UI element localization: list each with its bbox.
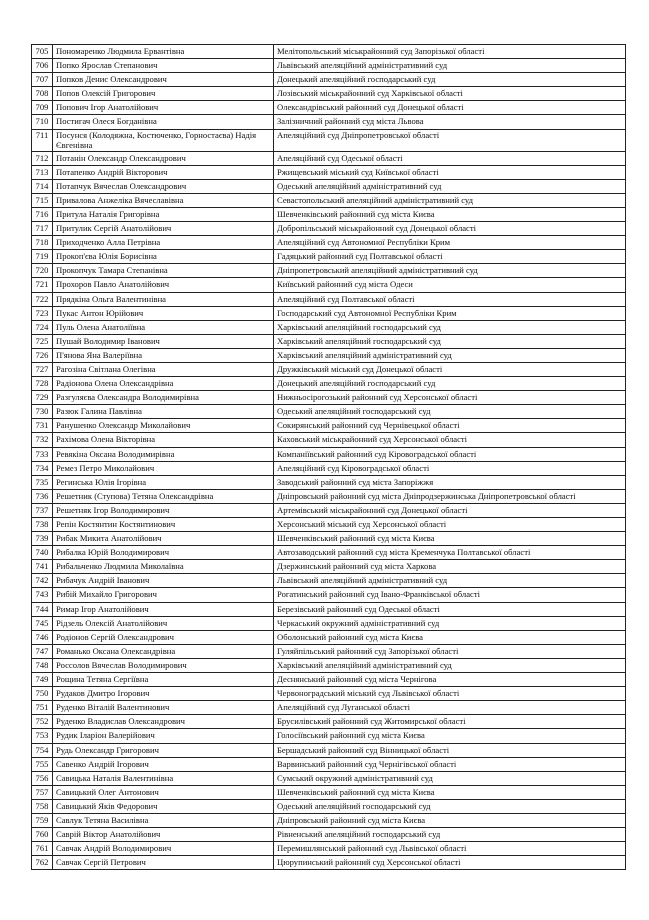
row-number: 751 bbox=[32, 701, 53, 715]
row-number: 744 bbox=[32, 602, 53, 616]
court-name: Варвинський районний суд Чернігівської області bbox=[274, 757, 626, 771]
court-name: Компаніївський районний суд Кіровоградської області bbox=[274, 447, 626, 461]
person-name: Римар Ігор Анатолійович bbox=[53, 602, 274, 616]
person-name: Родіонов Сергій Олександрович bbox=[53, 630, 274, 644]
person-name: Рахімова Олена Вікторівна bbox=[53, 433, 274, 447]
table-body bbox=[32, 45, 626, 870]
court-name: Львівський апеляційний адміністративний суд bbox=[274, 59, 626, 73]
person-name: Потапенко Андрій Вікторович bbox=[53, 165, 274, 179]
court-name: Рівненський апеляційний господарський суд bbox=[274, 828, 626, 842]
row-number: 714 bbox=[32, 179, 53, 193]
table-row bbox=[32, 377, 626, 391]
court-name: Дружківський міський суд Донецької області bbox=[274, 362, 626, 376]
court-name: Донецький апеляційний господарський суд bbox=[274, 73, 626, 87]
table-row bbox=[32, 602, 626, 616]
court-name: Добропільський міськрайонний суд Донецької області bbox=[274, 222, 626, 236]
row-number: 760 bbox=[32, 828, 53, 842]
row-number: 740 bbox=[32, 546, 53, 560]
table-row bbox=[32, 729, 626, 743]
table-row bbox=[32, 546, 626, 560]
row-number: 757 bbox=[32, 785, 53, 799]
court-name: Сумський окружний адміністративний суд bbox=[274, 771, 626, 785]
person-name: Савчак Сергій Петрович bbox=[53, 856, 274, 870]
person-name: Прохоров Павло Анатолійович bbox=[53, 278, 274, 292]
row-number: 736 bbox=[32, 489, 53, 503]
person-name: Рагозіна Світлана Олегівна bbox=[53, 362, 274, 376]
court-name: Ржищевський міський суд Київської області bbox=[274, 165, 626, 179]
row-number: 738 bbox=[32, 518, 53, 532]
row-number: 710 bbox=[32, 115, 53, 129]
row-number: 762 bbox=[32, 856, 53, 870]
person-name: Саврій Віктор Анатолійович bbox=[53, 828, 274, 842]
court-name: Нижньосірогозький районний суд Херсонської області bbox=[274, 391, 626, 405]
row-number: 753 bbox=[32, 729, 53, 743]
row-number: 756 bbox=[32, 771, 53, 785]
row-number: 745 bbox=[32, 616, 53, 630]
court-name: Шевченківський районний суд міста Києва bbox=[274, 532, 626, 546]
table-row bbox=[32, 813, 626, 827]
court-name: Херсонський міський суд Херсонської області bbox=[274, 518, 626, 532]
person-name: П'янова Яна Валеріївна bbox=[53, 348, 274, 362]
table-row bbox=[32, 771, 626, 785]
person-name: Рудаков Дмитро Ігорович bbox=[53, 687, 274, 701]
table-row bbox=[32, 630, 626, 644]
row-number: 723 bbox=[32, 306, 53, 320]
court-name: Харківський апеляційний господарський суд bbox=[274, 320, 626, 334]
person-name: Попко Ярослав Степанович bbox=[53, 59, 274, 73]
row-number: 758 bbox=[32, 799, 53, 813]
table-row bbox=[32, 207, 626, 221]
table-row bbox=[32, 489, 626, 503]
person-name: Рибак Микита Анатолійович bbox=[53, 532, 274, 546]
table-row bbox=[32, 856, 626, 870]
court-name: Шевченківський районний суд міста Києва bbox=[274, 207, 626, 221]
table-row bbox=[32, 503, 626, 517]
row-number: 749 bbox=[32, 673, 53, 687]
table-row bbox=[32, 179, 626, 193]
court-name: Черкаський окружний адміністративний суд bbox=[274, 616, 626, 630]
person-name: Савицький Яків Федорович bbox=[53, 799, 274, 813]
court-name: Апеляційний суд Полтавської області bbox=[274, 292, 626, 306]
court-name: Заводський районний суд міста Запоріжжя bbox=[274, 475, 626, 489]
person-name: Рідзель Олексій Анатолійович bbox=[53, 616, 274, 630]
row-number: 725 bbox=[32, 334, 53, 348]
person-name: Ранушенко Олександр Миколайович bbox=[53, 419, 274, 433]
person-name: Разюк Галина Павлівна bbox=[53, 405, 274, 419]
court-name: Деснянський районний суд міста Чернігова bbox=[274, 673, 626, 687]
court-name: Донецький апеляційний господарський суд bbox=[274, 377, 626, 391]
row-number: 726 bbox=[32, 348, 53, 362]
table-row bbox=[32, 87, 626, 101]
court-name: Лозівський міськрайонний суд Харківської області bbox=[274, 87, 626, 101]
row-number: 705 bbox=[32, 45, 53, 59]
row-number: 715 bbox=[32, 193, 53, 207]
table-row bbox=[32, 292, 626, 306]
row-number: 739 bbox=[32, 532, 53, 546]
table-row bbox=[32, 73, 626, 87]
table-row bbox=[32, 59, 626, 73]
court-name: Харківський апеляційний адміністративний суд bbox=[274, 348, 626, 362]
court-name: Одеський апеляційний адміністративний суд bbox=[274, 179, 626, 193]
table-row bbox=[32, 715, 626, 729]
court-name: Дніпропетровський апеляційний адміністративний суд bbox=[274, 264, 626, 278]
person-name: Решетник (Ступова) Тетяна Олександрівна bbox=[53, 489, 274, 503]
table-row bbox=[32, 518, 626, 532]
court-name: Березівський районний суд Одеської області bbox=[274, 602, 626, 616]
court-name: Одеський апеляційний господарський суд bbox=[274, 799, 626, 813]
table-row bbox=[32, 616, 626, 630]
court-name: Львівський апеляційний адміністративний суд bbox=[274, 574, 626, 588]
person-name: Савицький Олег Антонович bbox=[53, 785, 274, 799]
person-name: Савчак Андрій Володимирович bbox=[53, 842, 274, 856]
table-row bbox=[32, 461, 626, 475]
court-name: Каховський міськрайонний суд Херсонської області bbox=[274, 433, 626, 447]
table-row bbox=[32, 532, 626, 546]
court-name: Одеський апеляційний господарський суд bbox=[274, 405, 626, 419]
table-row bbox=[32, 433, 626, 447]
person-name: Регинська Юлія Ігорівна bbox=[53, 475, 274, 489]
table-row bbox=[32, 236, 626, 250]
person-name: Притула Наталія Григорівна bbox=[53, 207, 274, 221]
row-number: 735 bbox=[32, 475, 53, 489]
court-name: Харківський апеляційний адміністративний суд bbox=[274, 658, 626, 672]
court-name: Господарський суд Автономної Республіки Крим bbox=[274, 306, 626, 320]
person-name: Пукас Антон Юрійович bbox=[53, 306, 274, 320]
table-row bbox=[32, 129, 626, 151]
table-row bbox=[32, 115, 626, 129]
row-number: 752 bbox=[32, 715, 53, 729]
court-name: Цюрупинський районний суд Херсонської області bbox=[274, 856, 626, 870]
table-row bbox=[32, 574, 626, 588]
court-name: Апеляційний суд Дніпропетровської області bbox=[274, 129, 626, 151]
person-name: Рибачук Андрій Іванович bbox=[53, 574, 274, 588]
person-name: Потапчук Вячеслав Олександрович bbox=[53, 179, 274, 193]
table-row bbox=[32, 658, 626, 672]
row-number: 730 bbox=[32, 405, 53, 419]
court-name: Апеляційний суд Луганської області bbox=[274, 701, 626, 715]
table-row bbox=[32, 45, 626, 59]
table-row bbox=[32, 101, 626, 115]
person-name: Попков Денис Олександрович bbox=[53, 73, 274, 87]
person-name: Ревякіна Оксана Володимирівна bbox=[53, 447, 274, 461]
table-row bbox=[32, 447, 626, 461]
row-number: 737 bbox=[32, 503, 53, 517]
court-name: Апеляційний суд Автономної Республіки Крим bbox=[274, 236, 626, 250]
judges-table bbox=[31, 44, 626, 870]
court-name: Оболонський районний суд міста Києва bbox=[274, 630, 626, 644]
table-row bbox=[32, 165, 626, 179]
row-number: 732 bbox=[32, 433, 53, 447]
table-row bbox=[32, 687, 626, 701]
row-number: 748 bbox=[32, 658, 53, 672]
table-row bbox=[32, 334, 626, 348]
court-name: Бершадський районний суд Вінницької області bbox=[274, 743, 626, 757]
court-name: Київський районний суд міста Одеси bbox=[274, 278, 626, 292]
court-name: Апеляційний суд Кіровоградської області bbox=[274, 461, 626, 475]
table-row bbox=[32, 222, 626, 236]
person-name: Савенко Андрій Ігорович bbox=[53, 757, 274, 771]
person-name: Посунся (Колодяжна, Костюченко, Горностаєва) Надія Євгенівна bbox=[53, 129, 274, 151]
person-name: Савлук Тетяна Василівна bbox=[53, 813, 274, 827]
table-row bbox=[32, 757, 626, 771]
person-name: Россолов Вячеслав Володимирович bbox=[53, 658, 274, 672]
court-name: Артемівський міськрайонний суд Донецької області bbox=[274, 503, 626, 517]
court-name: Червоноградський міський суд Львівської області bbox=[274, 687, 626, 701]
row-number: 759 bbox=[32, 813, 53, 827]
person-name: Пономаренко Людмила Ервантівна bbox=[53, 45, 274, 59]
person-name: Прядкіна Ольга Валентинівна bbox=[53, 292, 274, 306]
table-row bbox=[32, 419, 626, 433]
table-row bbox=[32, 362, 626, 376]
row-number: 706 bbox=[32, 59, 53, 73]
person-name: Рудик Іларіон Валерійович bbox=[53, 729, 274, 743]
person-name: Рибій Михайло Григорович bbox=[53, 588, 274, 602]
row-number: 761 bbox=[32, 842, 53, 856]
person-name: Прокопчук Тамара Степанівна bbox=[53, 264, 274, 278]
person-name: Попович Ігор Анатолійович bbox=[53, 101, 274, 115]
row-number: 718 bbox=[32, 236, 53, 250]
row-number: 742 bbox=[32, 574, 53, 588]
document-page bbox=[31, 44, 625, 870]
row-number: 733 bbox=[32, 447, 53, 461]
table-row bbox=[32, 799, 626, 813]
row-number: 731 bbox=[32, 419, 53, 433]
person-name: Приходченко Алла Петрівна bbox=[53, 236, 274, 250]
court-name: Дніпровський районний суд міста Дніпродзержинська Дніпропетровської області bbox=[274, 489, 626, 503]
table-row bbox=[32, 475, 626, 489]
table-row bbox=[32, 405, 626, 419]
row-number: 720 bbox=[32, 264, 53, 278]
person-name: Руденко Владислав Олександрович bbox=[53, 715, 274, 729]
row-number: 719 bbox=[32, 250, 53, 264]
row-number: 746 bbox=[32, 630, 53, 644]
court-name: Рогатинський районний суд Івано-Франківської області bbox=[274, 588, 626, 602]
row-number: 721 bbox=[32, 278, 53, 292]
row-number: 729 bbox=[32, 391, 53, 405]
table-row bbox=[32, 320, 626, 334]
row-number: 728 bbox=[32, 377, 53, 391]
person-name: Савицька Наталія Валентинівна bbox=[53, 771, 274, 785]
table-row bbox=[32, 193, 626, 207]
table-row bbox=[32, 306, 626, 320]
person-name: Руденко Віталій Валентинович bbox=[53, 701, 274, 715]
court-name: Автозаводський районний суд міста Кременчука Полтавської області bbox=[274, 546, 626, 560]
table-row bbox=[32, 151, 626, 165]
person-name: Радіонова Олена Олександрівна bbox=[53, 377, 274, 391]
table-row bbox=[32, 828, 626, 842]
table-row bbox=[32, 278, 626, 292]
court-name: Дніпровський районний суд міста Києва bbox=[274, 813, 626, 827]
person-name: Пуль Олена Анатоліївна bbox=[53, 320, 274, 334]
row-number: 707 bbox=[32, 73, 53, 87]
table-row bbox=[32, 842, 626, 856]
row-number: 716 bbox=[32, 207, 53, 221]
row-number: 712 bbox=[32, 151, 53, 165]
court-name: Брусилівський районний суд Житомирської області bbox=[274, 715, 626, 729]
table-row bbox=[32, 701, 626, 715]
row-number: 743 bbox=[32, 588, 53, 602]
court-name: Дзержинський районний суд міста Харкова bbox=[274, 560, 626, 574]
court-name: Голосіївський районний суд міста Києва bbox=[274, 729, 626, 743]
row-number: 713 bbox=[32, 165, 53, 179]
person-name: Ремез Петро Миколайович bbox=[53, 461, 274, 475]
row-number: 754 bbox=[32, 743, 53, 757]
person-name: Романько Оксана Олександрівна bbox=[53, 644, 274, 658]
table-row bbox=[32, 743, 626, 757]
row-number: 755 bbox=[32, 757, 53, 771]
court-name: Олександрівський районний суд Донецької області bbox=[274, 101, 626, 115]
court-name: Гуляйпільський районний суд Запорізької області bbox=[274, 644, 626, 658]
row-number: 727 bbox=[32, 362, 53, 376]
table-row bbox=[32, 673, 626, 687]
row-number: 724 bbox=[32, 320, 53, 334]
row-number: 708 bbox=[32, 87, 53, 101]
court-name: Гадяцький районний суд Полтавської області bbox=[274, 250, 626, 264]
person-name: Постигач Олеся Богданівна bbox=[53, 115, 274, 129]
row-number: 711 bbox=[32, 129, 53, 151]
court-name: Сокирянський районний суд Чернівецької області bbox=[274, 419, 626, 433]
table-row bbox=[32, 391, 626, 405]
row-number: 709 bbox=[32, 101, 53, 115]
person-name: Притулик Сергій Анатолійович bbox=[53, 222, 274, 236]
table-row bbox=[32, 348, 626, 362]
person-name: Рибалка Юрій Володимирович bbox=[53, 546, 274, 560]
court-name: Мелітопольський міськрайонний суд Запорізької області bbox=[274, 45, 626, 59]
table-row bbox=[32, 560, 626, 574]
table-row bbox=[32, 250, 626, 264]
person-name: Пушай Володимир Іванович bbox=[53, 334, 274, 348]
person-name: Рудь Олександр Григорович bbox=[53, 743, 274, 757]
row-number: 741 bbox=[32, 560, 53, 574]
row-number: 734 bbox=[32, 461, 53, 475]
table-row bbox=[32, 644, 626, 658]
person-name: Разгуляєва Олександра Володимирівна bbox=[53, 391, 274, 405]
court-name: Перемишлянський районний суд Львівської області bbox=[274, 842, 626, 856]
row-number: 750 bbox=[32, 687, 53, 701]
person-name: Решетняк Ігор Володимирович bbox=[53, 503, 274, 517]
person-name: Привалова Анжеліка Вячеславівна bbox=[53, 193, 274, 207]
person-name: Рибальченко Людмила Миколаївна bbox=[53, 560, 274, 574]
person-name: Прокоп'єва Юлія Борисівна bbox=[53, 250, 274, 264]
row-number: 717 bbox=[32, 222, 53, 236]
person-name: Попов Олексій Григорович bbox=[53, 87, 274, 101]
row-number: 747 bbox=[32, 644, 53, 658]
person-name: Потанін Олександр Олександрович bbox=[53, 151, 274, 165]
person-name: Рощина Тетяна Сергіївна bbox=[53, 673, 274, 687]
table-row bbox=[32, 588, 626, 602]
table-row bbox=[32, 264, 626, 278]
court-name: Залізничний районний суд міста Львова bbox=[274, 115, 626, 129]
court-name: Харківський апеляційний господарський суд bbox=[274, 334, 626, 348]
court-name: Апеляційний суд Одеської області bbox=[274, 151, 626, 165]
row-number: 722 bbox=[32, 292, 53, 306]
court-name: Севастопольський апеляційний адміністративний суд bbox=[274, 193, 626, 207]
table-row bbox=[32, 785, 626, 799]
court-name: Шевченківський районний суд міста Києва bbox=[274, 785, 626, 799]
person-name: Репін Костянтин Костянтинович bbox=[53, 518, 274, 532]
